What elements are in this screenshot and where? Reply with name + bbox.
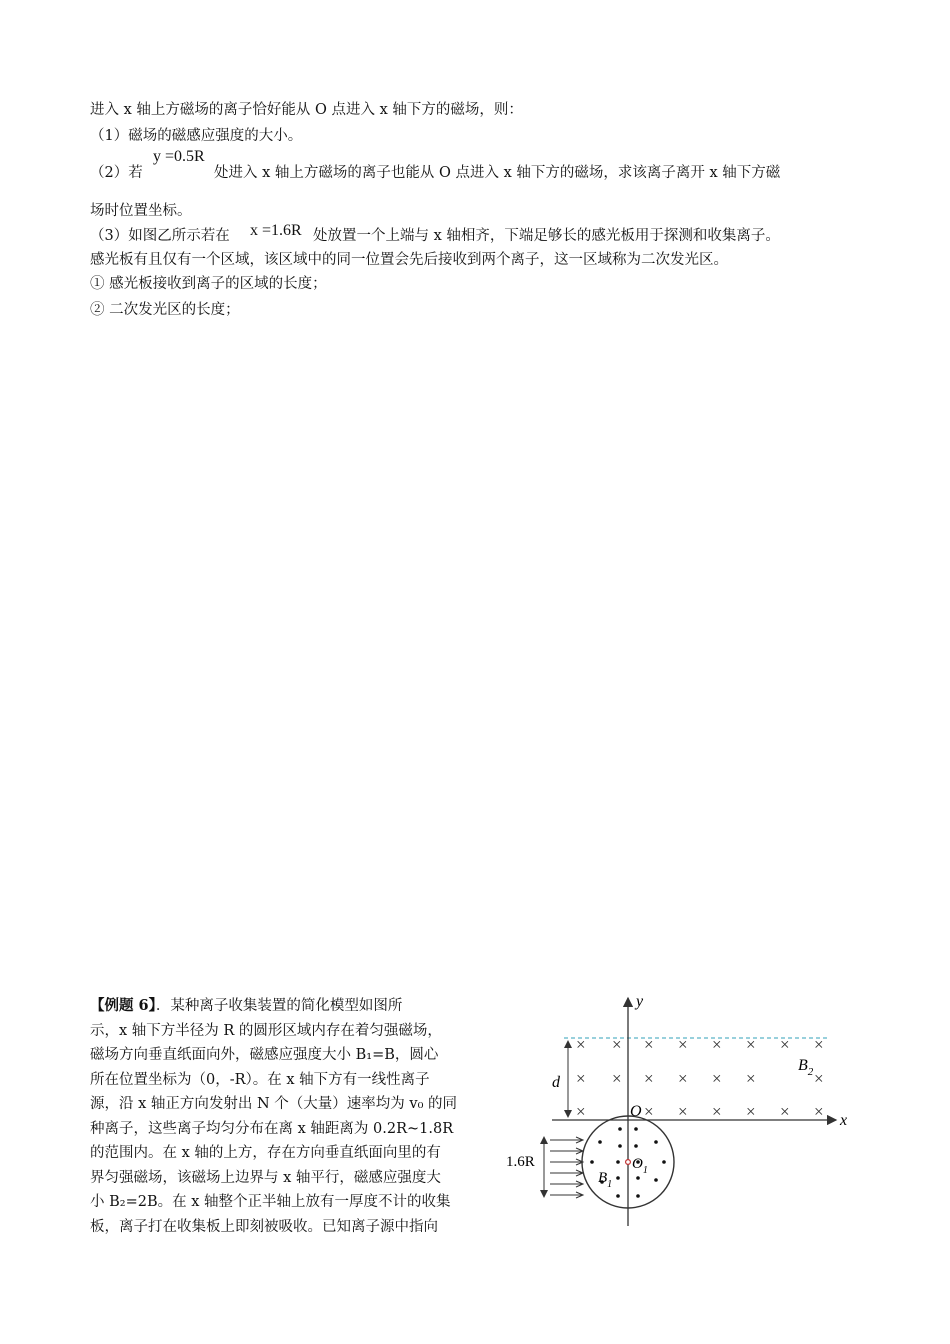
example-title: 【例题 6】 bbox=[90, 997, 156, 1014]
example-line-2: 示，x 轴下方半径为 R 的圆形区域内存在着匀强磁场， bbox=[90, 1022, 442, 1039]
example-line-3: 磁场方向垂直纸面向外，磁感应强度大小 B₁=B，圆心 bbox=[90, 1047, 439, 1063]
example-line-4: 所在位置坐标为（0，-R）。在 x 轴下方有一线性离子 bbox=[90, 1071, 430, 1088]
question-3-prefix: （3）如图乙所示若在 bbox=[90, 228, 230, 244]
field-dot bbox=[634, 1127, 638, 1131]
origin-label: O bbox=[630, 1103, 642, 1120]
field-dot bbox=[636, 1176, 640, 1180]
b2-label: $B_2$ bbox=[798, 1057, 814, 1078]
field-cross: × bbox=[576, 1102, 586, 1121]
field-cross: × bbox=[780, 1102, 790, 1121]
field-dot bbox=[590, 1160, 594, 1164]
text-line-1: 进入 x 轴上方磁场的离子恰好能从 O 点进入 x 轴下方的磁场，则： bbox=[90, 102, 523, 118]
field-dot bbox=[616, 1160, 620, 1164]
field-dot bbox=[616, 1176, 620, 1180]
field-cross: × bbox=[644, 1069, 654, 1088]
field-dot bbox=[618, 1127, 622, 1131]
field-dot bbox=[598, 1140, 602, 1144]
example-line-8: 界匀强磁场，该磁场上边界与 x 轴平行，磁感应强度大 bbox=[90, 1169, 441, 1186]
question-3-text: 处放置一个上端与 x 轴相齐，下端足够长的感光板用于探测和收集离子。 bbox=[313, 228, 780, 244]
ion-source-arrows bbox=[550, 1137, 583, 1198]
upper-field-crosses bbox=[576, 1035, 824, 1121]
question-2-prefix: （2）若 bbox=[90, 165, 143, 181]
field-cross: × bbox=[612, 1035, 622, 1054]
question-2-continuation: 场时位置坐标。 bbox=[90, 203, 192, 219]
field-cross: × bbox=[814, 1102, 824, 1121]
field-cross: × bbox=[746, 1035, 756, 1054]
field-cross: × bbox=[576, 1069, 586, 1088]
field-cross: × bbox=[814, 1035, 824, 1054]
question-1: （1）磁场的磁感应强度的大小。 bbox=[90, 128, 303, 144]
field-cross: × bbox=[780, 1035, 790, 1054]
field-dot bbox=[634, 1144, 638, 1148]
example-line-9: 小 B₂=2B。在 x 轴整个正半轴上放有一厚度不计的收集 bbox=[90, 1194, 451, 1210]
field-dot bbox=[618, 1144, 622, 1148]
sub-question-1: ① 感光板接收到离子的区域的长度； bbox=[90, 276, 327, 292]
field-cross: × bbox=[712, 1035, 722, 1054]
field-dot bbox=[636, 1194, 640, 1198]
d-label: d bbox=[552, 1074, 560, 1091]
field-dot bbox=[662, 1160, 666, 1164]
o1-label: $O_1$ bbox=[632, 1156, 648, 1176]
question-3-continuation: 感光板有且仅有一个区域，该区域中的同一位置会先后接收到两个离子，这一区域称为二次发光区。 bbox=[90, 252, 728, 268]
field-dot bbox=[616, 1194, 620, 1198]
field-cross: × bbox=[746, 1102, 756, 1121]
field-cross: × bbox=[644, 1035, 654, 1054]
field-cross: × bbox=[678, 1069, 688, 1088]
field-cross: × bbox=[678, 1102, 688, 1121]
circle-center-o1 bbox=[626, 1160, 631, 1165]
question-2-text: 处进入 x 轴上方磁场的离子也能从 O 点进入 x 轴下方的磁场，求该离子离开 x 轴下方磁 bbox=[214, 165, 781, 181]
field-cross: × bbox=[814, 1069, 824, 1088]
field-dot bbox=[654, 1178, 658, 1182]
b1-label: $B_1$ bbox=[598, 1170, 613, 1190]
field-cross: × bbox=[712, 1102, 722, 1121]
source-range-label: 1.6R bbox=[506, 1154, 535, 1170]
physics-figure bbox=[500, 990, 860, 1235]
sub-question-2: ② 二次发光区的长度； bbox=[90, 302, 240, 318]
equation-y: y =0.5R bbox=[153, 148, 205, 165]
y-axis-label: y bbox=[636, 993, 644, 1010]
field-cross: × bbox=[746, 1069, 756, 1088]
field-cross: × bbox=[612, 1069, 622, 1088]
example-line-7: 的范围内。在 x 轴的上方，存在方向垂直纸面向里的有 bbox=[90, 1145, 441, 1161]
field-cross: × bbox=[644, 1102, 654, 1121]
x-axis-label: x bbox=[840, 1112, 848, 1129]
field-cross: × bbox=[678, 1035, 688, 1054]
field-cross: × bbox=[576, 1035, 586, 1054]
example-line-5: 源，沿 x 轴正方向发射出 N 个（大量）速率均为 v₀ 的同 bbox=[90, 1096, 458, 1112]
equation-x: x =1.6R bbox=[250, 222, 302, 239]
example-line-10: 板，离子打在收集板上即刻被吸收。已知离子源中指向 bbox=[90, 1218, 438, 1235]
field-cross: × bbox=[712, 1069, 722, 1088]
example-line-1: ．某种离子收集装置的简化模型如图所 bbox=[155, 998, 403, 1014]
example-line-6: 种离子，这些离子均匀分布在离 x 轴距离为 0.2R~1.8R bbox=[90, 1120, 454, 1137]
field-dot bbox=[654, 1140, 658, 1144]
example-6-block bbox=[90, 994, 495, 1239]
